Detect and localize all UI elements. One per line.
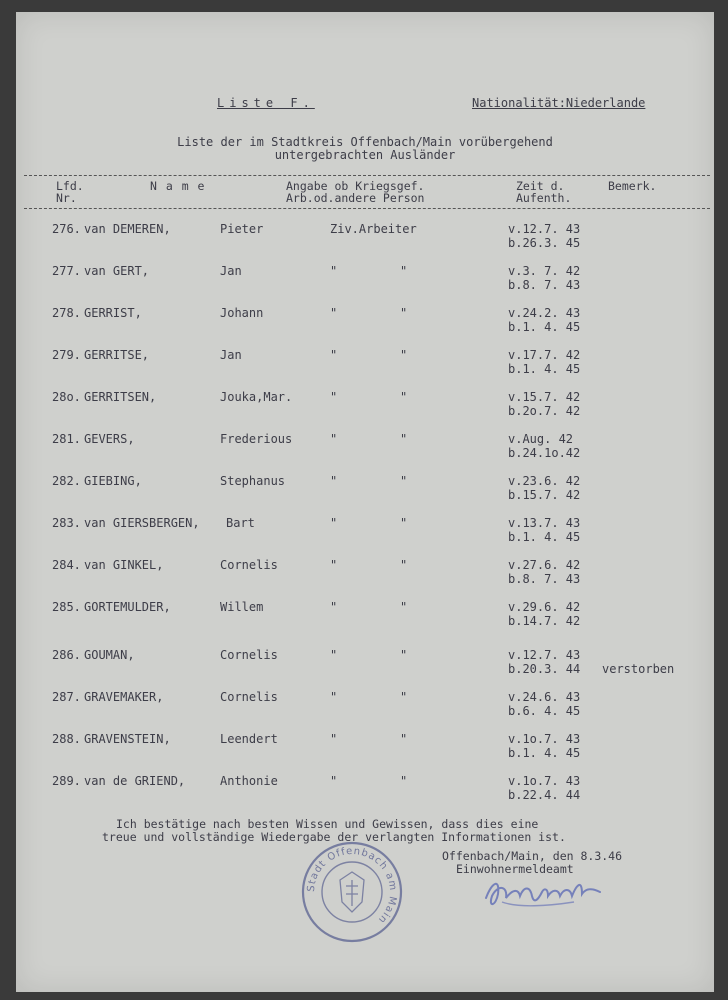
row-to-date: b.2o.7. 42 bbox=[508, 404, 581, 418]
row-status: " bbox=[330, 348, 338, 362]
row-status-ditto: " bbox=[400, 600, 408, 614]
table-row bbox=[16, 222, 714, 262]
row-status-ditto: " bbox=[400, 516, 408, 530]
row-firstname: Willem bbox=[220, 600, 264, 614]
row-to-date: b.22.4. 44 bbox=[508, 788, 581, 802]
row-firstname: Cornelis bbox=[220, 690, 278, 704]
stamp-text: Stadt Offenbach am Main bbox=[305, 845, 399, 926]
row-surname: van GIERSBERGEN, bbox=[84, 516, 200, 530]
row-from-date: v.23.6. 42 bbox=[508, 474, 581, 488]
col-bemerk: Bemerk. bbox=[608, 179, 657, 193]
handwritten-signature bbox=[478, 864, 608, 914]
row-surname: GOUMAN, bbox=[84, 648, 135, 662]
row-surname: GRAVENSTEIN, bbox=[84, 732, 171, 746]
row-number: 287. bbox=[52, 690, 81, 704]
row-from-date: v.3. 7. 42 bbox=[508, 264, 581, 278]
table-row bbox=[16, 774, 714, 814]
row-number: 282. bbox=[52, 474, 81, 488]
row-status: Ziv.Arbeiter bbox=[330, 222, 417, 236]
row-to-date: b.8. 7. 43 bbox=[508, 572, 581, 586]
row-number: 285. bbox=[52, 600, 81, 614]
row-number: 283. bbox=[52, 516, 81, 530]
row-to-date: b.24.1o.42 bbox=[508, 446, 581, 460]
row-surname: GORTEMULDER, bbox=[84, 600, 171, 614]
row-surname: GERRITSE, bbox=[84, 348, 150, 362]
row-status-ditto: " bbox=[400, 774, 408, 788]
table-row bbox=[16, 648, 714, 688]
place-date: Offenbach/Main, den 8.3.46 bbox=[442, 849, 623, 863]
row-number: 289. bbox=[52, 774, 81, 788]
row-firstname: Stephanus bbox=[220, 474, 286, 488]
col-angabe-line1: Angabe ob Kriegsgef. bbox=[286, 179, 425, 193]
row-status-ditto: " bbox=[400, 390, 408, 404]
row-surname: van GINKEL, bbox=[84, 558, 164, 572]
row-from-date: v.1o.7. 43 bbox=[508, 774, 581, 788]
table-row bbox=[16, 390, 714, 430]
subtitle-line-1: Liste der im Stadtkreis Offenbach/Main vorübergehend bbox=[177, 135, 553, 149]
row-to-date: b.14.7. 42 bbox=[508, 614, 581, 628]
col-zeit-line2: Aufenth. bbox=[516, 191, 572, 205]
row-status: " bbox=[330, 732, 338, 746]
row-firstname: Johann bbox=[220, 306, 264, 320]
row-to-date: b.26.3. 45 bbox=[508, 236, 581, 250]
list-title: Liste F. bbox=[217, 96, 315, 110]
row-to-date: b.1. 4. 45 bbox=[508, 530, 581, 544]
row-surname: van DEMEREN, bbox=[84, 222, 171, 236]
table-row bbox=[16, 264, 714, 304]
row-status: " bbox=[330, 474, 338, 488]
row-status: " bbox=[330, 648, 338, 662]
row-firstname: Jan bbox=[220, 264, 242, 278]
row-status-ditto: " bbox=[400, 432, 408, 446]
row-remark: verstorben bbox=[602, 662, 675, 676]
table-row bbox=[16, 474, 714, 514]
row-surname: van de GRIEND, bbox=[84, 774, 186, 788]
table-row bbox=[16, 558, 714, 598]
table-row bbox=[16, 306, 714, 346]
row-to-date: b.15.7. 42 bbox=[508, 488, 581, 502]
row-firstname: Cornelis bbox=[220, 648, 278, 662]
row-status: " bbox=[330, 306, 338, 320]
header-rule-bottom bbox=[24, 208, 710, 209]
row-from-date: v.13.7. 43 bbox=[508, 516, 581, 530]
row-status-ditto: " bbox=[400, 558, 408, 572]
row-status-ditto: " bbox=[400, 264, 408, 278]
table-row bbox=[16, 732, 714, 772]
row-surname: van GERT, bbox=[84, 264, 150, 278]
col-angabe-line2: Arb.od.andere Person bbox=[286, 191, 425, 205]
row-status: " bbox=[330, 774, 338, 788]
header-rule-top bbox=[24, 175, 710, 176]
row-surname: GRAVEMAKER, bbox=[84, 690, 164, 704]
row-firstname: Cornelis bbox=[220, 558, 278, 572]
row-status: " bbox=[330, 264, 338, 278]
col-lfd-line2: Nr. bbox=[56, 191, 77, 205]
row-number: 276. bbox=[52, 222, 81, 236]
row-number: 281. bbox=[52, 432, 81, 446]
row-from-date: v.15.7. 42 bbox=[508, 390, 581, 404]
row-surname: GIEBING, bbox=[84, 474, 142, 488]
row-surname: GERRITSEN, bbox=[84, 390, 157, 404]
row-surname: GEVERS, bbox=[84, 432, 135, 446]
row-number: 28o. bbox=[52, 390, 81, 404]
row-firstname: Jan bbox=[220, 348, 242, 362]
row-status-ditto: " bbox=[400, 648, 408, 662]
row-to-date: b.1. 4. 45 bbox=[508, 320, 581, 334]
row-firstname: Leendert bbox=[220, 732, 278, 746]
nationality-label: Nationalität:Niederlande bbox=[472, 96, 646, 110]
row-to-date: b.20.3. 44 bbox=[508, 662, 581, 676]
row-from-date: v.24.6. 43 bbox=[508, 690, 581, 704]
col-lfd-line1: Lfd. bbox=[56, 179, 84, 193]
row-firstname: Bart bbox=[226, 516, 255, 530]
row-firstname: Jouka,Mar. bbox=[220, 390, 293, 404]
row-from-date: v.17.7. 42 bbox=[508, 348, 581, 362]
row-status-ditto: " bbox=[400, 732, 408, 746]
row-number: 278. bbox=[52, 306, 81, 320]
row-number: 277. bbox=[52, 264, 81, 278]
row-status-ditto: " bbox=[400, 348, 408, 362]
row-from-date: v.12.7. 43 bbox=[508, 648, 581, 662]
table-row bbox=[16, 348, 714, 388]
col-name: N a m e bbox=[150, 179, 206, 193]
row-number: 286. bbox=[52, 648, 81, 662]
row-to-date: b.1. 4. 45 bbox=[508, 746, 581, 760]
official-seal-stamp bbox=[300, 840, 404, 944]
row-surname: GERRIST, bbox=[84, 306, 142, 320]
row-from-date: v.27.6. 42 bbox=[508, 558, 581, 572]
row-number: 288. bbox=[52, 732, 81, 746]
row-firstname: Pieter bbox=[220, 222, 264, 236]
row-status: " bbox=[330, 600, 338, 614]
table-row bbox=[16, 690, 714, 730]
row-firstname: Frederious bbox=[220, 432, 293, 446]
office-name: Einwohnermeldeamt bbox=[456, 862, 574, 876]
row-from-date: v.Aug. 42 bbox=[508, 432, 574, 446]
confirmation-line-2: treue und vollständige Wiedergabe der verlangten Informationen ist. bbox=[102, 830, 566, 844]
table-row bbox=[16, 516, 714, 556]
row-to-date: b.6. 4. 45 bbox=[508, 704, 581, 718]
row-status: " bbox=[330, 390, 338, 404]
row-from-date: v.1o.7. 43 bbox=[508, 732, 581, 746]
row-from-date: v.29.6. 42 bbox=[508, 600, 581, 614]
row-to-date: b.8. 7. 43 bbox=[508, 278, 581, 292]
table-row bbox=[16, 600, 714, 640]
row-number: 284. bbox=[52, 558, 81, 572]
row-status-ditto: " bbox=[400, 690, 408, 704]
col-zeit-line1: Zeit d. bbox=[516, 179, 565, 193]
row-status-ditto: " bbox=[400, 474, 408, 488]
confirmation-line-1: Ich bestätige nach besten Wissen und Gewissen, dass dies eine bbox=[116, 817, 539, 831]
row-status: " bbox=[330, 432, 338, 446]
row-to-date: b.1. 4. 45 bbox=[508, 362, 581, 376]
row-from-date: v.24.2. 43 bbox=[508, 306, 581, 320]
row-status-ditto: " bbox=[400, 306, 408, 320]
row-status: " bbox=[330, 558, 338, 572]
row-number: 279. bbox=[52, 348, 81, 362]
subtitle-line-2: untergebrachten Ausländer bbox=[274, 148, 456, 162]
table-row bbox=[16, 432, 714, 472]
row-status: " bbox=[330, 690, 338, 704]
row-status: " bbox=[330, 516, 338, 530]
list-subtitle bbox=[16, 136, 714, 162]
document-page bbox=[16, 12, 714, 992]
row-from-date: v.12.7. 43 bbox=[508, 222, 581, 236]
row-firstname: Anthonie bbox=[220, 774, 278, 788]
